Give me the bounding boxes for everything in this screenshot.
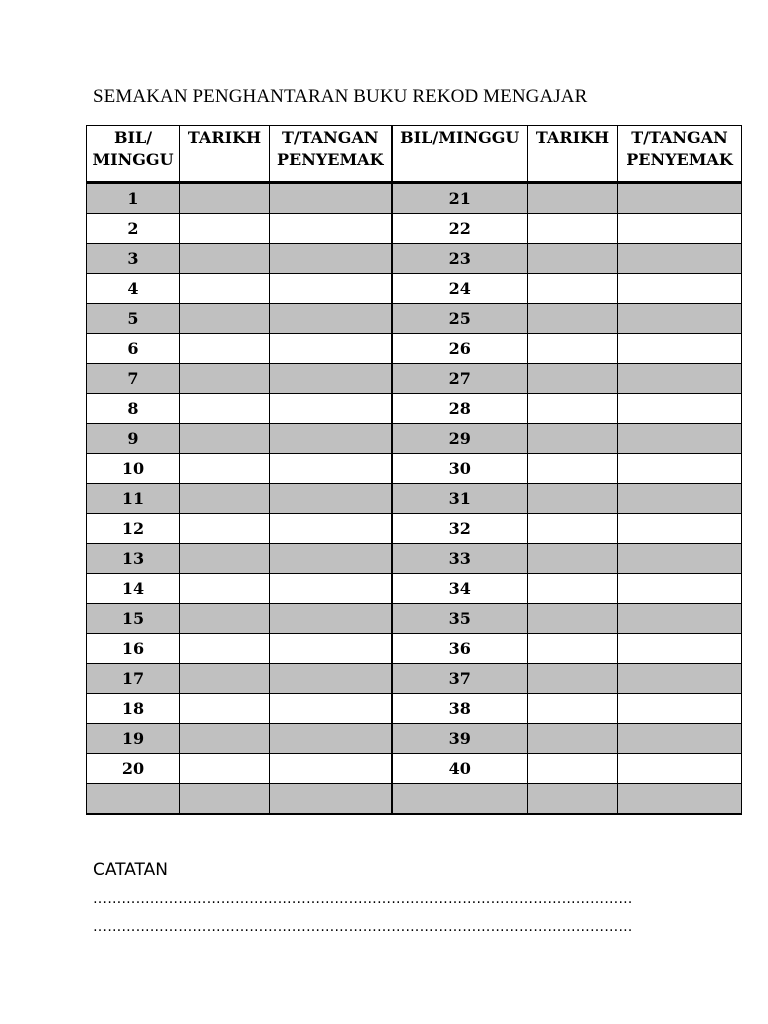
signature-cell-left[interactable] <box>270 244 392 274</box>
date-cell-right[interactable] <box>528 394 618 424</box>
page-title: SEMAKAN PENGHANTARAN BUKU REKOD MENGAJAR <box>93 86 588 107</box>
date-cell-left[interactable] <box>180 244 270 274</box>
table-row <box>87 574 742 604</box>
date-cell-left[interactable] <box>180 304 270 334</box>
table-row <box>87 484 742 514</box>
week-number-right: 33 <box>392 544 528 574</box>
week-number-right: 24 <box>392 274 528 304</box>
date-cell-right[interactable] <box>528 544 618 574</box>
signature-cell-left[interactable] <box>270 274 392 304</box>
record-table <box>86 125 742 815</box>
date-cell-left[interactable] <box>180 484 270 514</box>
date-cell-left[interactable] <box>180 754 270 784</box>
signature-cell-right[interactable] <box>618 304 742 334</box>
notes-line-2: …………………………………………………………………………………………………… <box>93 919 633 935</box>
header-tarikh-right <box>528 126 618 183</box>
week-number-right: 34 <box>392 574 528 604</box>
header-bil-minggu-left-line1: BIL/ <box>113 128 153 147</box>
date-cell-right[interactable] <box>528 784 618 815</box>
header-bil-minggu-right <box>392 126 528 183</box>
header-bil-minggu-left <box>87 126 180 183</box>
signature-cell-left[interactable] <box>270 484 392 514</box>
signature-cell-left[interactable] <box>270 214 392 244</box>
table-row <box>87 214 742 244</box>
week-number-left: 17 <box>87 664 180 694</box>
date-cell-left[interactable] <box>180 514 270 544</box>
date-cell-right[interactable] <box>528 754 618 784</box>
signature-cell-left[interactable] <box>270 454 392 484</box>
date-cell-left[interactable] <box>180 634 270 664</box>
signature-cell-left[interactable] <box>270 784 392 815</box>
week-number-right: 37 <box>392 664 528 694</box>
date-cell-left[interactable] <box>180 604 270 634</box>
signature-cell-left[interactable] <box>270 694 392 724</box>
table-row <box>87 304 742 334</box>
week-number-left: 1 <box>87 183 180 214</box>
signature-cell-left[interactable] <box>270 364 392 394</box>
date-cell-left[interactable] <box>180 394 270 424</box>
signature-cell-right[interactable] <box>618 244 742 274</box>
week-number-right <box>392 784 528 815</box>
signature-cell-right[interactable] <box>618 274 742 304</box>
table-row <box>87 244 742 274</box>
header-bil-minggu-right-text: BIL/MINGGU <box>400 128 520 147</box>
date-cell-right[interactable] <box>528 634 618 664</box>
table-row <box>87 784 742 815</box>
signature-cell-right[interactable] <box>618 394 742 424</box>
week-number-right: 35 <box>392 604 528 634</box>
date-cell-right[interactable] <box>528 514 618 544</box>
week-number-left: 13 <box>87 544 180 574</box>
table-body <box>87 183 742 815</box>
date-cell-left[interactable] <box>180 424 270 454</box>
header-tarikh-left-text: TARIKH <box>187 128 262 147</box>
date-cell-left[interactable] <box>180 334 270 364</box>
signature-cell-right[interactable] <box>618 604 742 634</box>
date-cell-right[interactable] <box>528 694 618 724</box>
week-number-left: 4 <box>87 274 180 304</box>
table-header-row <box>87 126 742 183</box>
week-number-left: 15 <box>87 604 180 634</box>
header-tarikh-right-text: TARIKH <box>535 128 610 147</box>
week-number-right: 27 <box>392 364 528 394</box>
week-number-left: 12 <box>87 514 180 544</box>
week-number-left: 14 <box>87 574 180 604</box>
date-cell-left[interactable] <box>180 694 270 724</box>
notes-line-1: …………………………………………………………………………………………………… <box>93 891 633 907</box>
table-row <box>87 514 742 544</box>
signature-cell-left[interactable] <box>270 604 392 634</box>
date-cell-left[interactable] <box>180 664 270 694</box>
table-row <box>87 454 742 484</box>
signature-cell-left[interactable] <box>270 634 392 664</box>
date-cell-left[interactable] <box>180 454 270 484</box>
week-number-left: 16 <box>87 634 180 664</box>
week-number-right: 25 <box>392 304 528 334</box>
date-cell-left[interactable] <box>180 214 270 244</box>
table-row <box>87 664 742 694</box>
signature-cell-right[interactable] <box>618 784 742 815</box>
header-tandatangan-left-line1: T/TANGAN <box>281 128 379 147</box>
date-cell-right[interactable] <box>528 424 618 454</box>
signature-cell-left[interactable] <box>270 304 392 334</box>
date-cell-right[interactable] <box>528 484 618 514</box>
signature-cell-right[interactable] <box>618 664 742 694</box>
signature-cell-right[interactable] <box>618 514 742 544</box>
week-number-left: 20 <box>87 754 180 784</box>
date-cell-right[interactable] <box>528 364 618 394</box>
week-number-left: 10 <box>87 454 180 484</box>
date-cell-right[interactable] <box>528 244 618 274</box>
week-number-left: 8 <box>87 394 180 424</box>
week-number-right: 39 <box>392 724 528 754</box>
signature-cell-left[interactable] <box>270 664 392 694</box>
date-cell-right[interactable] <box>528 274 618 304</box>
date-cell-left[interactable] <box>180 183 270 214</box>
table-row <box>87 424 742 454</box>
week-number-right: 29 <box>392 424 528 454</box>
header-tandatangan-left-line2: PENYEMAK <box>277 150 384 169</box>
table-row <box>87 183 742 214</box>
signature-cell-left[interactable] <box>270 394 392 424</box>
table-row <box>87 754 742 784</box>
date-cell-left[interactable] <box>180 574 270 604</box>
date-cell-right[interactable] <box>528 214 618 244</box>
table-row <box>87 544 742 574</box>
week-number-right: 28 <box>392 394 528 424</box>
signature-cell-right[interactable] <box>618 454 742 484</box>
week-number-left: 7 <box>87 364 180 394</box>
date-cell-left[interactable] <box>180 544 270 574</box>
table-row <box>87 364 742 394</box>
notes-label: CATATAN <box>93 860 168 880</box>
table-row <box>87 724 742 754</box>
signature-cell-left[interactable] <box>270 514 392 544</box>
week-number-right: 30 <box>392 454 528 484</box>
date-cell-left[interactable] <box>180 364 270 394</box>
table-row <box>87 274 742 304</box>
signature-cell-right[interactable] <box>618 214 742 244</box>
week-number-left: 9 <box>87 424 180 454</box>
signature-cell-right[interactable] <box>618 424 742 454</box>
signature-cell-left[interactable] <box>270 754 392 784</box>
signature-cell-right[interactable] <box>618 334 742 364</box>
date-cell-right[interactable] <box>528 454 618 484</box>
week-number-left: 5 <box>87 304 180 334</box>
signature-cell-right[interactable] <box>618 754 742 784</box>
week-number-right: 38 <box>392 694 528 724</box>
signature-cell-right[interactable] <box>618 634 742 664</box>
date-cell-right[interactable] <box>528 574 618 604</box>
signature-cell-left[interactable] <box>270 544 392 574</box>
header-tarikh-left <box>180 126 270 183</box>
header-bil-minggu-left-line2: MINGGU <box>92 150 174 169</box>
signature-cell-left[interactable] <box>270 334 392 364</box>
signature-cell-right[interactable] <box>618 364 742 394</box>
header-tandatangan-right-line1: T/TANGAN <box>631 128 728 147</box>
signature-cell-right[interactable] <box>618 694 742 724</box>
table-row <box>87 694 742 724</box>
signature-cell-left[interactable] <box>270 183 392 214</box>
date-cell-right[interactable] <box>528 604 618 634</box>
week-number-left <box>87 784 180 815</box>
date-cell-right[interactable] <box>528 304 618 334</box>
header-tandatangan-right-line2: PENYEMAK <box>626 150 733 169</box>
signature-cell-right[interactable] <box>618 544 742 574</box>
week-number-left: 19 <box>87 724 180 754</box>
date-cell-left[interactable] <box>180 274 270 304</box>
week-number-left: 3 <box>87 244 180 274</box>
week-number-right: 32 <box>392 514 528 544</box>
signature-cell-left[interactable] <box>270 424 392 454</box>
week-number-left: 11 <box>87 484 180 514</box>
week-number-right: 22 <box>392 214 528 244</box>
header-tandatangan-left <box>270 126 392 183</box>
week-number-left: 2 <box>87 214 180 244</box>
table-row <box>87 604 742 634</box>
signature-cell-right[interactable] <box>618 724 742 754</box>
date-cell-left[interactable] <box>180 784 270 815</box>
date-cell-left[interactable] <box>180 724 270 754</box>
week-number-right: 26 <box>392 334 528 364</box>
header-tandatangan-right <box>618 126 742 183</box>
week-number-left: 18 <box>87 694 180 724</box>
week-number-left: 6 <box>87 334 180 364</box>
date-cell-right[interactable] <box>528 724 618 754</box>
date-cell-right[interactable] <box>528 664 618 694</box>
signature-cell-left[interactable] <box>270 724 392 754</box>
signature-cell-right[interactable] <box>618 574 742 604</box>
week-number-right: 21 <box>392 183 528 214</box>
week-number-right: 23 <box>392 244 528 274</box>
table-row <box>87 334 742 364</box>
week-number-right: 40 <box>392 754 528 784</box>
week-number-right: 31 <box>392 484 528 514</box>
signature-cell-right[interactable] <box>618 484 742 514</box>
table-row <box>87 634 742 664</box>
week-number-right: 36 <box>392 634 528 664</box>
date-cell-right[interactable] <box>528 183 618 214</box>
signature-cell-right[interactable] <box>618 183 742 214</box>
table-row <box>87 394 742 424</box>
date-cell-right[interactable] <box>528 334 618 364</box>
signature-cell-left[interactable] <box>270 574 392 604</box>
